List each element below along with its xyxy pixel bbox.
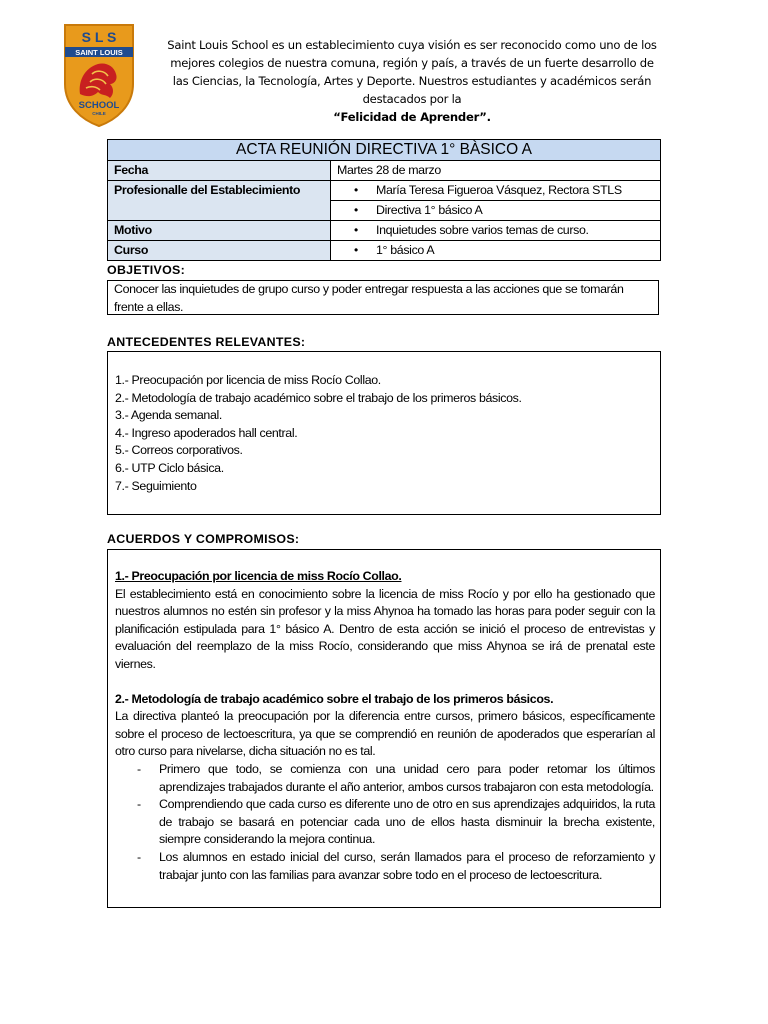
vision-line: las Ciencias, la Tecnología, Artes y Deporte. Nuestros estudiantes y académicos serán: [172, 74, 652, 88]
antecedente-item: 3.- Agenda semanal.: [115, 408, 223, 423]
acuerdo-2-point: - Los alumnos en estado inicial del curso, serán llamados para el proceso de reforzamiento y trabajar junto con las familias para avanzar sobre todo en el proceso de lectoescritura.: [115, 849, 655, 884]
acta-table: [107, 139, 661, 261]
antecedentes-label: ANTECEDENTES RELEVANTES:: [107, 335, 306, 349]
antecedente-item: 7.- Seguimiento: [115, 478, 197, 493]
school-logo: [62, 22, 136, 128]
profesional-cell: [331, 201, 661, 221]
acta-title: ACTA REUNIÓN DIRECTIVA 1° BÀSICO A: [108, 140, 661, 161]
curso-cell: [331, 241, 661, 261]
motivo-cell: [331, 221, 661, 241]
objetivos-box: [107, 280, 659, 315]
logo-sub-text: CHILE: [92, 111, 106, 116]
acuerdos-label: ACUERDOS Y COMPROMISOS:: [107, 532, 300, 546]
vision-line: mejores colegios de nuestra comuna, región y país, a través de un fuerte desarrollo de: [170, 56, 654, 70]
fecha-value: Martes 28 de marzo: [331, 161, 661, 181]
antecedentes-box: [107, 351, 661, 515]
motivo-value: • Inquietudes sobre varios temas de curso.: [331, 221, 660, 240]
acuerdo-2-point: - Primero que todo, se comienza con una unidad cero para poder retomar los últimos aprendizajes trabajados durante el año anterior, ambos cursos trabajaron con esta metodología.: [115, 761, 655, 796]
acuerdo-2-point: - Comprendiendo que cada curso es diferente uno de otro en sus aprendizajes adquiridos, la ruta de trabajo se basará en potenciar cada uno de ellos hasta disminuir la brecha existente, siempre considerando la mejora continua.: [115, 796, 655, 849]
curso-value: • 1° básico A: [331, 241, 660, 260]
objetivos-label: OBJETIVOS:: [107, 263, 186, 277]
antecedente-item: 1.- Preocupación por licencia de miss Rocío Collao.: [115, 373, 381, 387]
acuerdo-1-title: 1.- Preocupación por licencia de miss Rocío Collao.: [115, 569, 402, 583]
acuerdos-box: [107, 549, 661, 908]
acuerdo-1-text: El establecimiento está en conocimiento sobre la licencia de miss Rocío y por ello ha gestionado que nuestros alumnos no estén sin profesor y la miss Ahynoa ha tomado las horas para poder seguir con la planificación estipulada para 1° básico A. Dentro de esta acción se inició el proceso de entrevistas y evaluación del reemplazo de la miss Rocío, considerando que miss Ahynoa se irá de prenatal este viernes.: [115, 586, 655, 671]
acuerdo-2-title: 2.- Metodología de trabajo académico sobre el trabajo de los primeros básicos.: [115, 691, 554, 706]
vision-statement: [158, 36, 666, 126]
antecedente-item: 6.- UTP Ciclo básica.: [115, 460, 224, 475]
acuerdo-2-text: La directiva planteó la preocupación por la diferencia entre cursos, primero básicos, específicamente sobre el proceso de lectoescritura, ya que se comprendió en reunión de apoderados que esperarían al otro curso para nivelarse, dicha situación no es tal.: [115, 709, 655, 759]
antecedentes-list: [115, 372, 522, 495]
objetivos-text: Conocer las inquietudes de grupo curso y poder entregar respuesta a las acciones que se tomarán frente a ellas.: [114, 282, 624, 314]
vision-line: destacados por la: [362, 92, 462, 106]
logo-top-text: S L S: [81, 29, 117, 45]
profesional-item: • María Teresa Figueroa Vásquez, Rectora STLS: [331, 181, 660, 200]
antecedente-item: 5.- Correos corporativos.: [115, 443, 243, 458]
vision-line: Saint Louis School es un establecimiento cuya visión es ser reconocido como uno de los: [167, 38, 657, 52]
profesionales-label: Profesionalle del Establecimiento: [108, 181, 331, 221]
antecedente-item: 4.- Ingreso apoderados hall central.: [115, 425, 298, 440]
curso-label: Curso: [108, 241, 331, 261]
fecha-label: Fecha: [108, 161, 331, 181]
profesional-item: • Directiva 1° básico A: [331, 201, 660, 220]
motivo-label: Motivo: [108, 221, 331, 241]
logo-middle-text: SAINT LOUIS: [75, 48, 123, 57]
logo-bottom-text: SCHOOL: [78, 100, 120, 111]
profesional-cell: [331, 181, 661, 201]
vision-motto: “Felicidad de Aprender”.: [333, 110, 491, 124]
antecedente-item: 2.- Metodología de trabajo académico sobre el trabajo de los primeros básicos.: [115, 390, 522, 405]
